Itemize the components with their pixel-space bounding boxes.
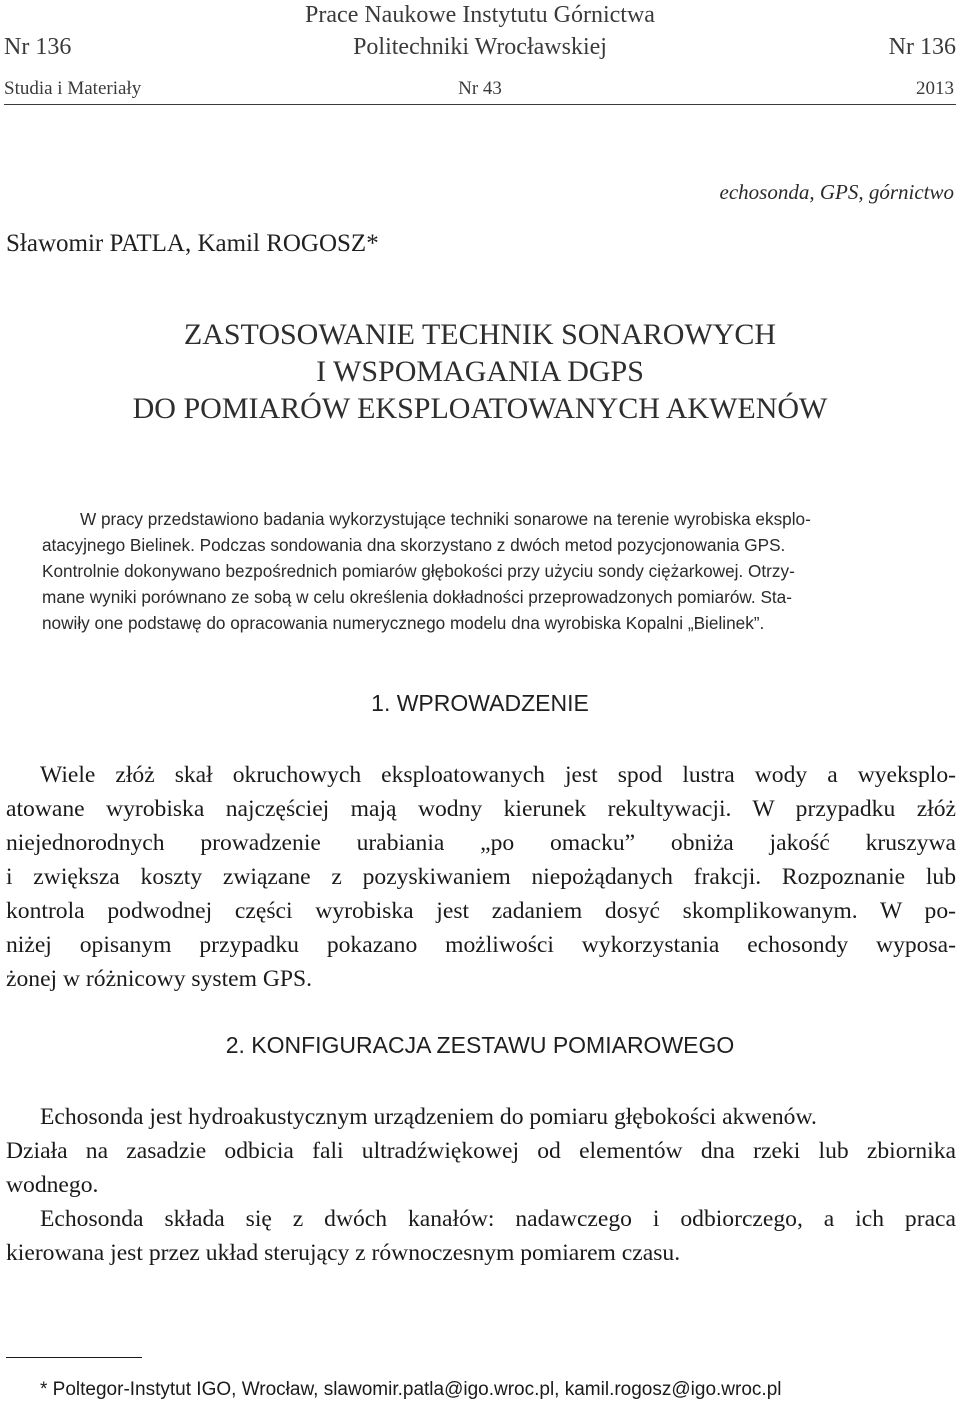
- author-affiliation-footnote: * Poltegor-Instytut IGO, Wrocław, slawomir.patla@igo.wroc.pl, kamil.rogosz@igo.wroc.pl: [40, 1379, 782, 1400]
- abstract-line: Kontrolnie dokonywano bezpośrednich pomiarów głębokości przy użyciu sondy ciężarkowej. Otrzy-: [42, 561, 795, 581]
- series-title: Prace Naukowe Instytutu Górnictwa: [305, 2, 655, 28]
- publication-year: 2013: [916, 78, 954, 99]
- body-line: kontrola podwodnej części wyrobiska jest zadaniem dosyć skomplikowanym. W po-: [6, 898, 956, 924]
- body-line: Działa na zasadzie odbicia fali ultradźwiękowej od elementów dna rzeki lub zbiornika: [6, 1138, 956, 1164]
- paper-title-line: ZASTOSOWANIE TECHNIK SONAROWYCH: [183, 318, 777, 351]
- section-heading-configuration: 2. KONFIGURACJA ZESTAWU POMIAROWEGO: [225, 1032, 735, 1058]
- body-line: Echosonda jest hydroakustycznym urządzeniem do pomiaru głębokości akwenów.: [40, 1104, 817, 1130]
- body-line: żonej w różnicowy system GPS.: [6, 966, 313, 992]
- abstract-line: nowiły one podstawę do opracowania numerycznego modelu dna wyrobiska Kopalni „Bielinek”.: [42, 613, 765, 633]
- body-line: niejednorodnych prowadzenie urabiania „po omacku” obniża jakość kruszywa: [6, 830, 956, 856]
- footnote-divider: [6, 1357, 142, 1358]
- paper-title: [0, 316, 960, 427]
- paper-title-line: I WSPOMAGANIA DGPS: [316, 355, 644, 388]
- section-heading-introduction: 1. WPROWADZENIE: [371, 690, 589, 716]
- subseries-title: Studia i Materiały: [4, 78, 142, 99]
- section-configuration-text: [6, 1100, 956, 1270]
- keywords: echosonda, GPS, górnictwo: [719, 180, 954, 204]
- body-line: niżej opisanym przypadku pokazano możliwości wykorzystania echosondy wyposa-: [6, 932, 956, 958]
- subseries-number: Nr 43: [458, 78, 502, 99]
- issue-number-right: Nr 136: [888, 34, 956, 60]
- abstract-line: mane wyniki porównano ze sobą w celu określenia dokładności przeprowadzonych pomiarów. Sta-: [42, 587, 792, 607]
- body-line: kierowana jest przez układ sterujący z równoczesnym pomiarem czasu.: [6, 1240, 681, 1266]
- issue-number-left: Nr 136: [4, 34, 72, 60]
- abstract: [42, 506, 952, 636]
- body-line: i zwiększa koszty związane z pozyskiwaniem niepożądanych frakcji. Rozpoznanie lub: [6, 864, 956, 890]
- body-line: Echosonda składa się z dwóch kanałów: nadawczego i odbiorczego, a ich praca: [40, 1206, 956, 1232]
- section-introduction-text: [6, 758, 956, 996]
- paper-title-line: DO POMIARÓW EKSPLOATOWANYCH AKWENÓW: [132, 392, 828, 425]
- header-divider: [4, 104, 956, 105]
- body-line: Wiele złóż skał okruchowych eksploatowanych jest spod lustra wody a wyeksplo-: [40, 762, 956, 788]
- institution-name: Politechniki Wrocławskiej: [353, 34, 607, 60]
- abstract-line: W pracy przedstawiono badania wykorzystujące techniki sonarowe na terenie wyrobiska eksplo-: [80, 509, 811, 529]
- body-line: wodnego.: [6, 1172, 99, 1198]
- authors: Sławomir PATLA, Kamil ROGOSZ*: [6, 230, 379, 257]
- body-line: atowane wyrobiska najczęściej mają wodny kierunek rekultywacji. W przypadku złóż: [6, 796, 956, 822]
- header-subseries-line: [0, 76, 960, 102]
- abstract-line: atacyjnego Bielinek. Podczas sondowania dna skorzystano z dwóch metod pozycjonowania GPS.: [42, 535, 786, 555]
- header-issue-line: [0, 32, 960, 62]
